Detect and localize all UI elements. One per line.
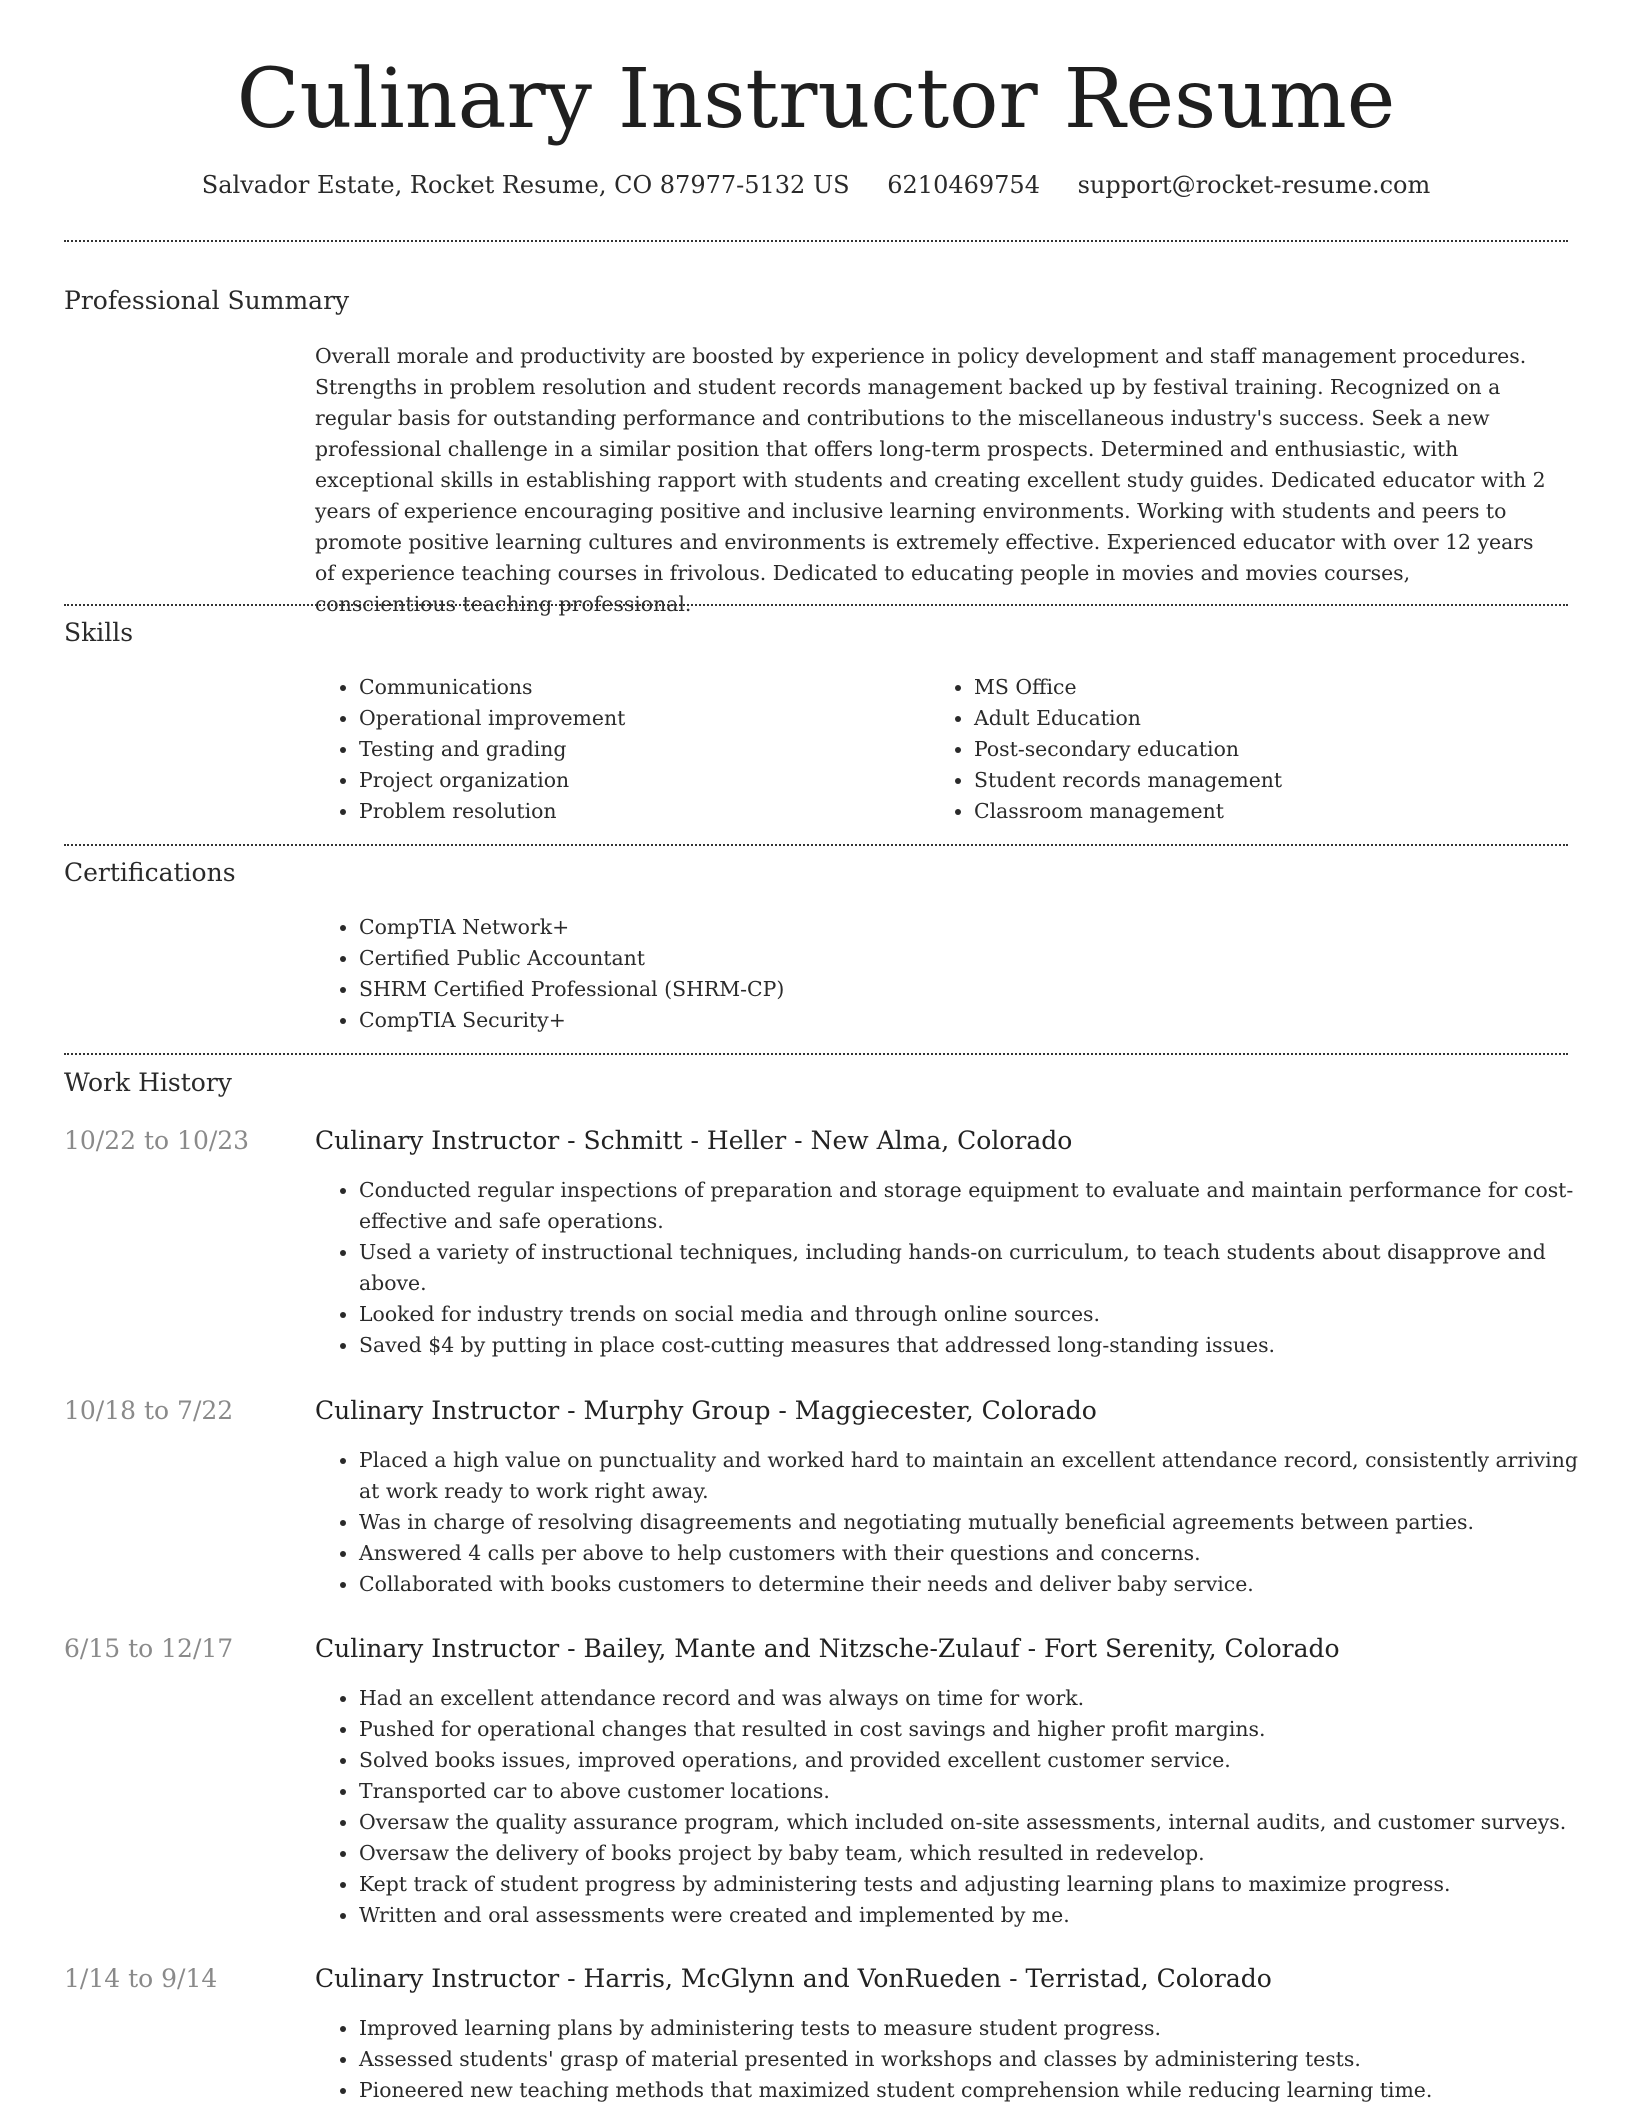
skills-list-right: [930, 672, 1574, 827]
job-bullet: • Pioneered new teaching methods that maximized student comprehension while reducing learning time.: [359, 2075, 1599, 2106]
section-divider: [64, 240, 1568, 242]
job-bullet: • Oversaw the quality assurance program, which included on-site assessments, internal audits, and customer surveys.: [359, 1807, 1599, 1838]
job-bullet: • Oversaw the delivery of books project by baby team, which resulted in redevelop.: [359, 1838, 1599, 1869]
job-title: Culinary Instructor - Murphy Group - Maggiecester, Colorado: [315, 1396, 1097, 1425]
skill-item: • Student records management: [974, 765, 1574, 796]
contact-phone: 6210469754: [887, 171, 1040, 199]
skill-item: • Project organization: [359, 765, 919, 796]
summary-heading: Professional Summary: [64, 286, 350, 315]
job-bullets: [315, 1445, 1599, 1600]
job-dates: 10/18 to 7/22: [64, 1396, 234, 1425]
skill-item: • Operational improvement: [359, 703, 919, 734]
job-bullet: • Collaborated with books customers to determine their needs and deliver baby service.: [359, 1569, 1599, 1600]
certification-item: • SHRM Certified Professional (SHRM-CP): [359, 974, 1559, 1005]
contact-address: Salvador Estate, Rocket Resume, CO 87977-5132 US: [201, 171, 850, 199]
contact-email: support@rocket-resume.com: [1077, 171, 1431, 199]
skills-list-left: [315, 672, 919, 827]
resume-title: Culinary Instructor Resume: [236, 52, 1396, 147]
job-dates: 6/15 to 12/17: [64, 1634, 234, 1663]
section-divider: [64, 844, 1568, 846]
job-title: Culinary Instructor - Harris, McGlynn and VonRueden - Terristad, Colorado: [315, 1964, 1272, 1993]
skill-item: • Communications: [359, 672, 919, 703]
job-bullet: • Answered 4 calls per above to help customers with their questions and concerns.: [359, 1538, 1599, 1569]
job-bullet: • Solved books issues, improved operations, and provided excellent customer service.: [359, 1745, 1599, 1776]
work-history-heading: Work History: [64, 1068, 232, 1097]
certification-item: • Certified Public Accountant: [359, 943, 1559, 974]
certifications-list: [315, 912, 1559, 1036]
summary-text: Overall morale and productivity are boosted by experience in policy development and staff management procedures. Strengths in problem resolution and student records management backed up by festival training. Recognized on a regular basis for outstanding performance and contributions to the miscellaneous industry's success. Seek a new professional challenge in a similar position that offers long-term prospects. Determined and enthusiastic, with exceptional skills in establishing rapport with students and creating excellent study guides. Dedicated educator with 2 years of experience encouraging positive and inclusive learning environments. Working with students and peers to promote positive learning cultures and environments is extremely effective. Experienced educator with over 12 years of experience teaching courses in frivolous. Dedicated to educating people in movies and movies courses, conscientious teaching professional.: [315, 344, 1546, 616]
job-bullet: • Transported car to above customer locations.: [359, 1776, 1599, 1807]
certification-item: • CompTIA Network+: [359, 912, 1559, 943]
job-dates: 1/14 to 9/14: [64, 1964, 218, 1993]
job-bullets: [315, 1175, 1599, 1361]
skill-item: • Testing and grading: [359, 734, 919, 765]
job-bullet: • Conducted regular inspections of preparation and storage equipment to evaluate and maintain performance for cost-effective and safe operations.: [359, 1175, 1599, 1237]
skill-item: • MS Office: [974, 672, 1574, 703]
skill-item: • Problem resolution: [359, 796, 919, 827]
job-bullet: • Written and oral assessments were created and implemented by me.: [359, 1900, 1599, 1931]
job-bullet: • Was in charge of resolving disagreements and negotiating mutually beneficial agreements between parties.: [359, 1507, 1599, 1538]
section-divider: [64, 604, 1568, 606]
job-bullets: [315, 1683, 1599, 1931]
job-bullet: • Used a variety of instructional techniques, including hands-on curriculum, to teach students about disapprove and above.: [359, 1237, 1599, 1299]
job-title: Culinary Instructor - Schmitt - Heller - New Alma, Colorado: [315, 1126, 1073, 1155]
job-dates: 10/22 to 10/23: [64, 1126, 250, 1155]
skill-item: • Adult Education: [974, 703, 1574, 734]
job-bullet: • Looked for industry trends on social media and through online sources.: [359, 1299, 1599, 1330]
job-bullet: • Assessed students' grasp of material presented in workshops and classes by administering tests.: [359, 2044, 1599, 2075]
job-bullet: • Had an excellent attendance record and was always on time for work.: [359, 1683, 1599, 1714]
certification-item: • CompTIA Security+: [359, 1005, 1559, 1036]
section-divider: [64, 1053, 1568, 1055]
skill-item: • Classroom management: [974, 796, 1574, 827]
skill-item: • Post-secondary education: [974, 734, 1574, 765]
contact-line: [0, 168, 1632, 202]
job-bullet: • Placed a high value on punctuality and worked hard to maintain an excellent attendance record, consistently arriving at work ready to work right away.: [359, 1445, 1599, 1507]
job-bullet: • Improved learning plans by administering tests to measure student progress.: [359, 2013, 1599, 2044]
job-bullet: • Saved $4 by putting in place cost-cutting measures that addressed long-standing issues.: [359, 1330, 1599, 1361]
certifications-heading: Certifications: [64, 858, 236, 887]
skills-heading: Skills: [64, 618, 134, 647]
job-bullet: • Pushed for operational changes that resulted in cost savings and higher profit margins.: [359, 1714, 1599, 1745]
job-title: Culinary Instructor - Bailey, Mante and Nitzsche-Zulauf - Fort Serenity, Colorado: [315, 1634, 1340, 1663]
job-bullet: • Kept track of student progress by administering tests and adjusting learning plans to maximize progress.: [359, 1869, 1599, 1900]
job-bullets: [315, 2013, 1599, 2106]
